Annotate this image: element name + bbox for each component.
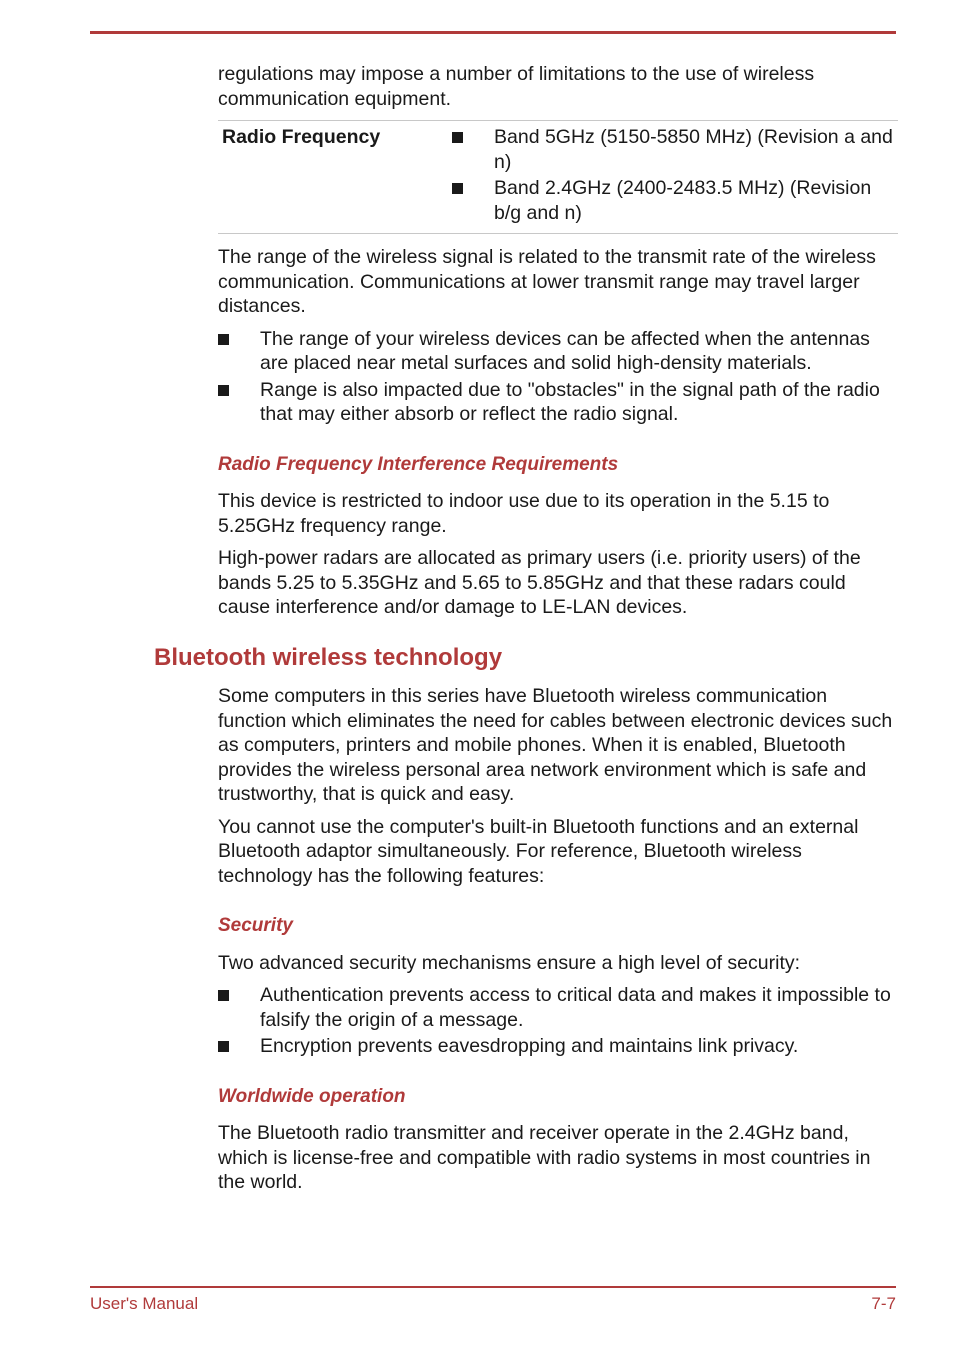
- list-item-text: The range of your wireless devices can be affected when the antennas are placed near metal surfaces and solid high-density materials.: [260, 327, 870, 374]
- range-paragraph: The range of the wireless signal is related to the transmit rate of the wireless communication. Communications at lower transmit range may travel larger distances.: [218, 246, 876, 317]
- square-bullet-icon: [218, 1041, 229, 1052]
- bluetooth-paragraph: You cannot use the computer's built-in Bluetooth functions and an external Bluetooth adaptor simultaneously. For reference, Bluetooth wireless technology has the following features:: [218, 815, 859, 887]
- rf-interference-paragraph: High-power radars are allocated as primary users (i.e. priority users) of the bands 5.25 to 5.35GHz and 5.65 to 5.85GHz and that these radars could cause interference and/or damage to LE-LAN devices.: [218, 547, 861, 618]
- worldwide-paragraph: The Bluetooth radio transmitter and receiver operate in the 2.4GHz band, which is license-free and compatible with radio systems in most countries in the world.: [218, 1122, 871, 1193]
- list-item-text: Authentication prevents access to critical data and makes it impossible to falsify the origin of a message.: [260, 984, 891, 1031]
- worldwide-heading: Worldwide operation: [218, 1085, 406, 1107]
- list-item: [218, 327, 898, 376]
- square-bullet-icon: [452, 183, 463, 194]
- page-content: [154, 62, 898, 1203]
- rf-interference-paragraph: This device is restricted to indoor use due to its operation in the 5.15 to 5.25GHz frequency range.: [218, 490, 830, 537]
- footer-manual-title: User's Manual: [90, 1294, 199, 1313]
- list-item: [218, 378, 898, 427]
- spec-label: Radio Frequency: [222, 126, 381, 148]
- square-bullet-icon: [218, 334, 229, 345]
- spec-bullet-list: [450, 125, 894, 225]
- list-item-text: Range is also impacted due to "obstacles" in the signal path of the radio that may either absorb or reflect the radio signal.: [260, 378, 880, 425]
- square-bullet-icon: [452, 132, 463, 143]
- list-item-text: Encryption prevents eavesdropping and maintains link privacy.: [260, 1035, 799, 1057]
- square-bullet-icon: [218, 990, 229, 1001]
- list-item: [218, 983, 898, 1032]
- security-heading: Security: [218, 915, 293, 936]
- rf-interference-heading: Radio Frequency Interference Requirements: [218, 453, 619, 475]
- section-title-bluetooth: Bluetooth wireless technology: [154, 643, 503, 671]
- list-item: [450, 125, 894, 174]
- header-rule: [90, 31, 896, 34]
- range-bullet-list: [218, 327, 898, 427]
- bluetooth-paragraph: Some computers in this series have Bluetooth wireless communication function which eliminates the need for cables between electronic devices such as computers, printers and mobile phones. When it is enabled, Bluetooth provides the wireless personal area network environment which is safe and trustworthy, that is quick and easy.: [218, 685, 893, 805]
- list-item-text: Band 2.4GHz (2400-2483.5 MHz) (Revision b/g and n): [494, 177, 872, 224]
- list-item-text: Band 5GHz (5150-5850 MHz) (Revision a and n): [494, 126, 893, 173]
- page-number: 7-7: [871, 1294, 896, 1313]
- security-bullet-list: [218, 983, 898, 1059]
- security-paragraph: Two advanced security mechanisms ensure a high level of security:: [218, 951, 801, 974]
- intro-paragraph: regulations may impose a number of limitations to the use of wireless communication equipment.: [218, 63, 815, 110]
- table-row: [218, 121, 898, 234]
- square-bullet-icon: [218, 385, 229, 396]
- spec-values: [446, 121, 898, 234]
- radio-frequency-table: [218, 120, 898, 234]
- list-item: [450, 176, 894, 225]
- list-item: [218, 1034, 898, 1059]
- footer-rule: [90, 1286, 896, 1288]
